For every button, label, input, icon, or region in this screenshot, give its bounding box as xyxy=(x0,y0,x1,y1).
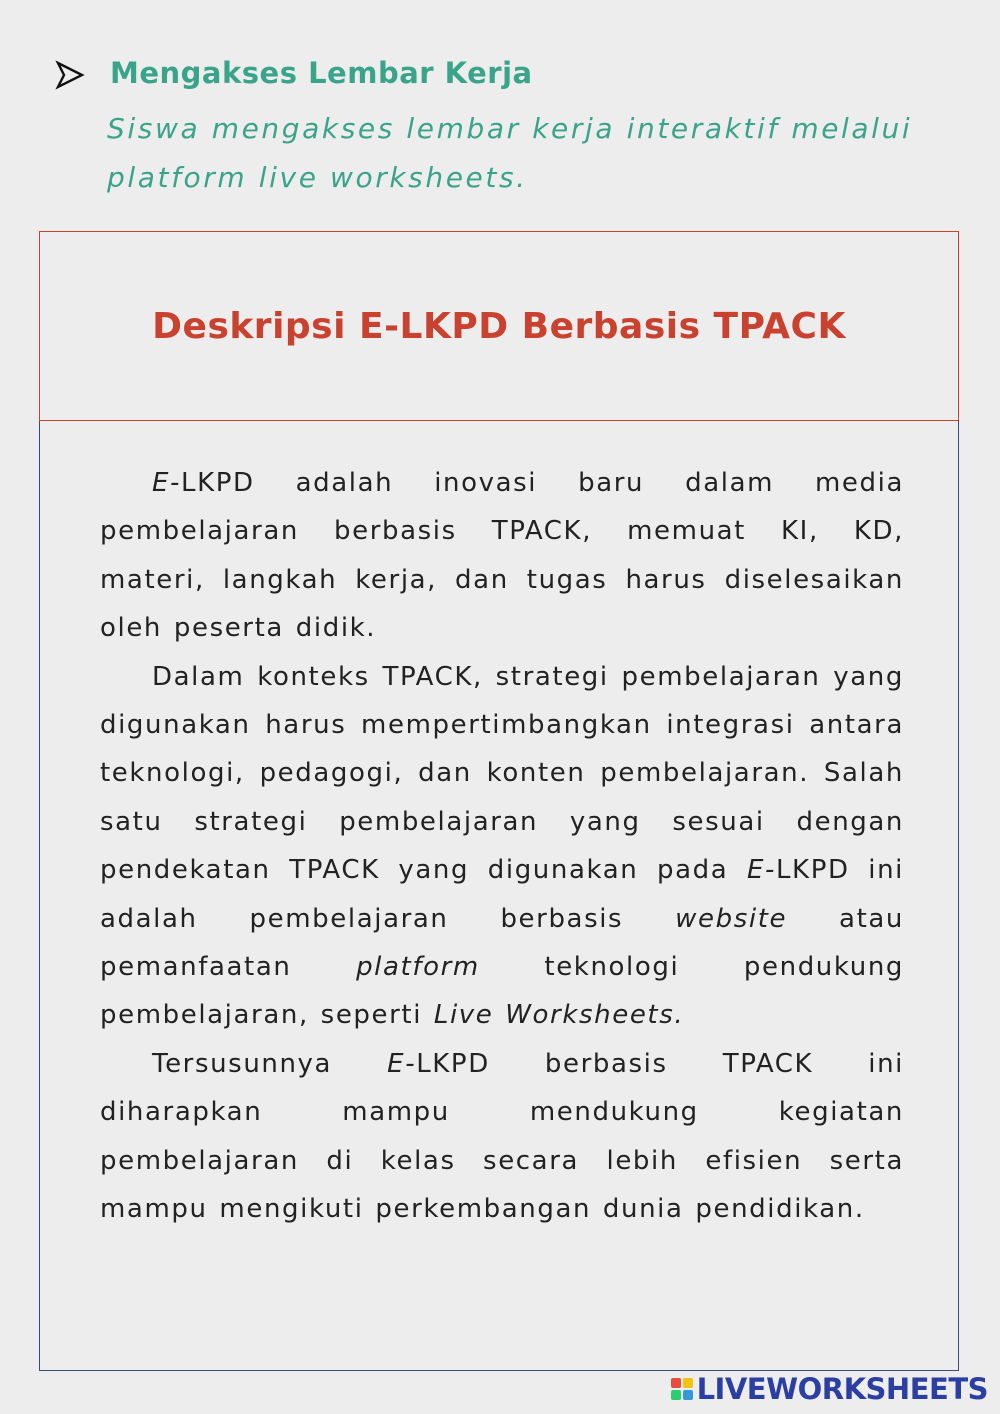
p2-text-e: atau pemanfaatan xyxy=(100,903,904,983)
section-description xyxy=(107,104,937,202)
p3-text-a: Tersusunnya xyxy=(152,1048,388,1079)
p2-text-c: LKPD ini adalah pembelajaran berbasis xyxy=(100,855,904,934)
section-heading: Mengakses Lembar Kerja xyxy=(110,56,533,90)
p2-italic-website: website xyxy=(675,903,788,934)
logo-text: LIVEWORKSHEETS xyxy=(696,1372,988,1406)
p2-italic-platform: platform xyxy=(356,952,480,983)
p3-italic-e: E- xyxy=(387,1048,417,1079)
paragraph-3 xyxy=(100,1040,904,1234)
title-box xyxy=(39,231,959,421)
p2-text-a: Dalam konteks TPACK, strategi pembelajaran yang digunakan harus mempertimbangkan integrasi antara teknologi, pedagogi, dan konten pembelajaran. Salah satu strategi pembelajaran yang sesuai dengan pendekatan TPACK yang digunakan pada xyxy=(100,661,904,886)
liveworksheets-logo xyxy=(671,1372,988,1406)
description-line-1: Siswa mengakses lembar kerja interaktif melalui xyxy=(107,112,913,145)
p2-text-g: teknologi pendukung pembelajaran, seperti xyxy=(100,952,905,1031)
description-line-2: platform live worksheets. xyxy=(107,161,528,194)
arrow-bullet-icon xyxy=(55,60,85,90)
p2-italic-live-worksheets: Live Worksheets. xyxy=(433,1000,685,1031)
p3-text-c: LKPD berbasis TPACK ini diharapkan mampu mendukung kegiatan pembelajaran di kelas secara lebih efisien serta mampu mengikuti perkembangan dunia pendidikan. xyxy=(100,1048,904,1225)
paragraph-2 xyxy=(100,653,904,1040)
p1-italic-e: E- xyxy=(152,468,182,498)
description-body xyxy=(100,459,904,1234)
liveworksheets-logo-icon xyxy=(671,1378,693,1400)
p1-text: LKPD adalah inovasi baru dalam media pembelajaran berbasis TPACK, memuat KI, KD, materi, langkah kerja, dan tugas harus diselesaikan oleh peserta didik. xyxy=(100,468,904,644)
paragraph-1 xyxy=(100,459,904,653)
p2-italic-e: E- xyxy=(746,855,776,886)
description-box xyxy=(39,421,959,1371)
page-title: Deskripsi E-LKPD Berbasis TPACK xyxy=(152,305,846,347)
